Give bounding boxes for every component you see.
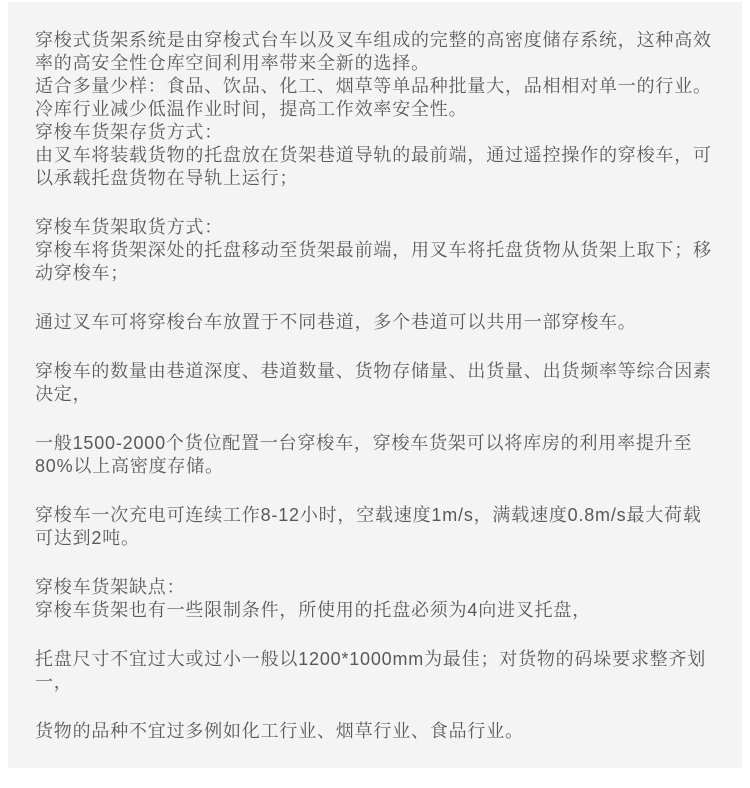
text-line: 托盘尺寸不宜过大或过小一般以1200*1000mm为最佳；对货物的码垛要求整齐划 [35, 649, 707, 669]
text-line: 穿梭车一次充电可连续工作8-12小时，空载速度1m/s，满载速度0.8m/s最大荷载 [35, 505, 702, 525]
text-line: 一， [35, 672, 73, 692]
text-line: 穿梭式货架系统是由穿梭式台车以及叉车组成的完整的高密度储存系统，这种高效 [35, 30, 712, 50]
text-line: 货物的品种不宜过多例如化工行业、烟草行业、食品行业。 [35, 721, 524, 741]
text-line: 穿梭车货架取货方式： [35, 217, 223, 237]
paragraph [35, 311, 714, 334]
text-line: 一般1500-2000个货位配置一台穿梭车，穿梭车货架可以将库房的利用率提升至 [35, 433, 693, 453]
text-line: 以承载托盘货物在导轨上运行； [35, 168, 299, 188]
text-line: 可达到2吨。 [35, 528, 140, 548]
paragraph [35, 29, 714, 190]
paragraph [35, 720, 714, 743]
text-line: 穿梭车将货架深处的托盘移动至货架最前端，用叉车将托盘货物从货架上取下；移 [35, 240, 712, 260]
article-panel [8, 2, 742, 768]
paragraph [35, 432, 714, 478]
paragraph [35, 360, 714, 406]
paragraph [35, 648, 714, 694]
article-content [8, 2, 742, 743]
text-line: 穿梭车货架存货方式： [35, 122, 223, 142]
paragraph [35, 576, 714, 622]
text-line: 80%以上高密度存储。 [35, 456, 224, 476]
text-line: 通过叉车可将穿梭台车放置于不同巷道，多个巷道可以共用一部穿梭车。 [35, 312, 637, 332]
text-line: 决定， [35, 384, 92, 404]
text-line: 率的高安全性仓库空间利用率带来全新的选择。 [35, 53, 430, 73]
paragraph [35, 504, 714, 550]
text-line: 穿梭车货架缺点： [35, 577, 186, 597]
paragraph [35, 216, 714, 285]
text-line: 适合多量少样：食品、饮品、化工、烟草等单品种批量大，品相相对单一的行业。 [35, 76, 712, 96]
text-line: 穿梭车的数量由巷道深度、巷道数量、货物存储量、出货量、出货频率等综合因素 [35, 361, 712, 381]
text-line: 穿梭车货架也有一些限制条件，所使用的托盘必须为4向进叉托盘， [35, 600, 592, 620]
text-line: 动穿梭车； [35, 263, 129, 283]
text-line: 由叉车将装载货物的托盘放在货架巷道导轨的最前端，通过遥控操作的穿梭车，可 [35, 145, 712, 165]
text-line: 冷库行业减少低温作业时间，提高工作效率安全性。 [35, 99, 468, 119]
